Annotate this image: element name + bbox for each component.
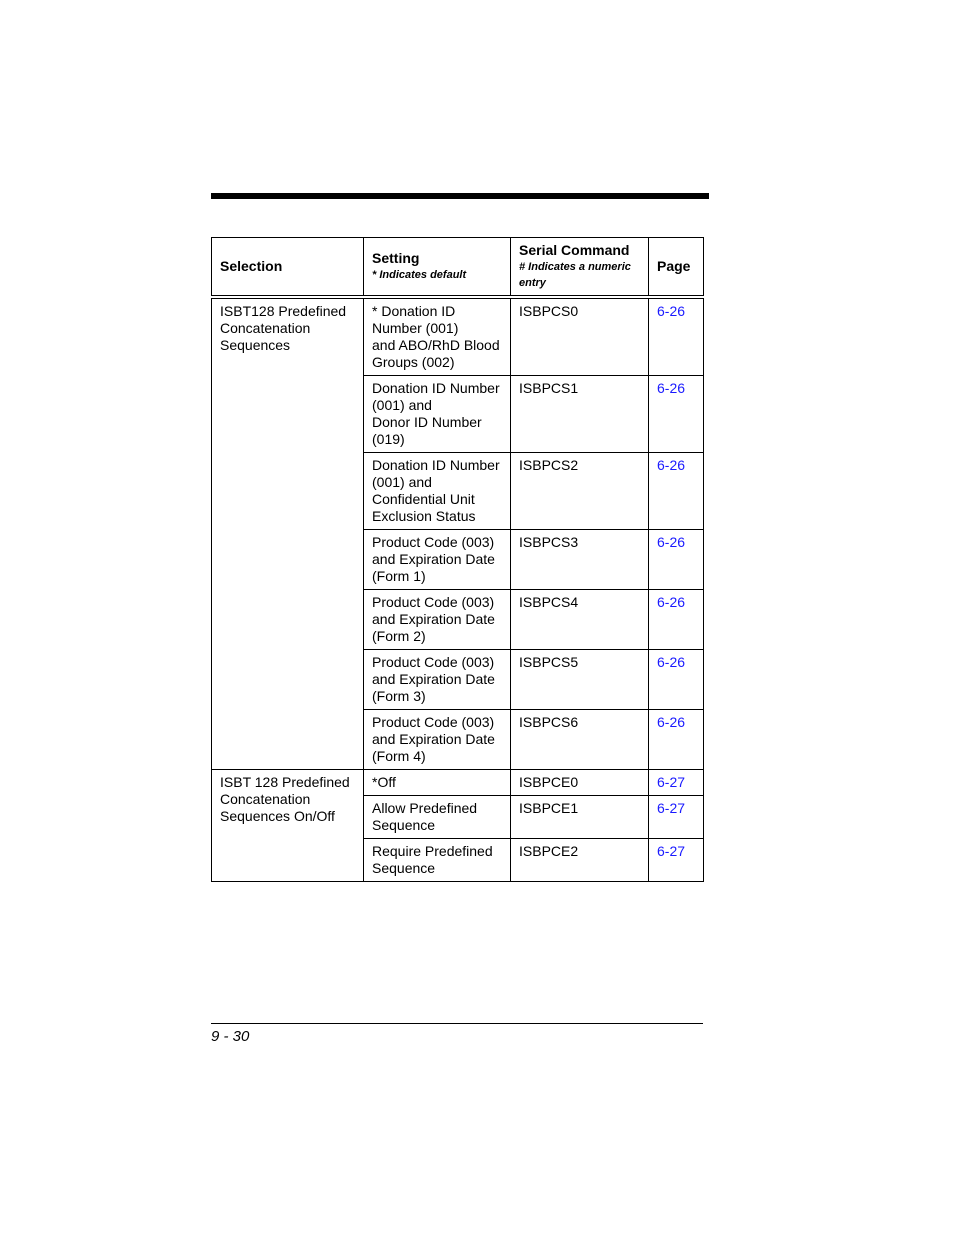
footer-rule xyxy=(211,1023,703,1024)
setting-cell: Product Code (003) and Expiration Date (Form 2) xyxy=(364,590,511,650)
page-link[interactable]: 6-27 xyxy=(657,800,686,816)
selection-cell: ISBT 128 Predefined Concatenation Sequences On/Off xyxy=(212,770,364,882)
table-row xyxy=(212,297,704,376)
header-page xyxy=(649,238,704,298)
page-link[interactable]: 6-26 xyxy=(657,594,686,610)
page-link[interactable]: 6-26 xyxy=(657,714,686,730)
header-serial-command-label: Serial Command xyxy=(519,242,630,258)
page-link[interactable]: 6-26 xyxy=(657,654,686,670)
page-link[interactable]: 6-26 xyxy=(657,457,686,473)
setting-cell: Product Code (003) and Expiration Date (Form 1) xyxy=(364,530,511,590)
page-link[interactable]: 6-27 xyxy=(657,774,686,790)
page-number: 9 - 30 xyxy=(211,1028,250,1045)
setting-cell: Allow Predefined Sequence xyxy=(364,796,511,839)
header-serial-command-note: # Indicates a numeric entry xyxy=(519,261,631,289)
command-cell: ISBPCS1 xyxy=(511,376,649,453)
header-rule xyxy=(211,193,709,199)
header-setting-note: * Indicates default xyxy=(372,269,467,281)
page-link[interactable]: 6-26 xyxy=(657,303,686,319)
command-cell: ISBPCE1 xyxy=(511,796,649,839)
command-cell: ISBPCE0 xyxy=(511,770,649,796)
serial-command-table xyxy=(211,237,704,882)
selection-cell: ISBT128 Predefined Concatenation Sequences xyxy=(212,297,364,770)
setting-cell: Donation ID Number (001) and Confidential Unit Exclusion Status xyxy=(364,453,511,530)
page-link[interactable]: 6-26 xyxy=(657,380,686,396)
page-link[interactable]: 6-26 xyxy=(657,534,686,550)
header-selection xyxy=(212,238,364,298)
page-link[interactable]: 6-27 xyxy=(657,843,686,859)
header-serial-command xyxy=(511,238,649,298)
command-cell: ISBPCE2 xyxy=(511,839,649,882)
header-page-label: Page xyxy=(657,258,691,274)
command-cell: ISBPCS5 xyxy=(511,650,649,710)
table-header-row xyxy=(212,238,704,298)
header-selection-label: Selection xyxy=(220,258,283,274)
setting-cell: Product Code (003) and Expiration Date (Form 3) xyxy=(364,650,511,710)
command-cell: ISBPCS2 xyxy=(511,453,649,530)
setting-cell: * Donation ID Number (001) and ABO/RhD Blood Groups (002) xyxy=(364,297,511,376)
command-cell: ISBPCS4 xyxy=(511,590,649,650)
header-setting xyxy=(364,238,511,298)
command-cell: ISBPCS3 xyxy=(511,530,649,590)
setting-cell: Product Code (003) and Expiration Date (Form 4) xyxy=(364,710,511,770)
table-row xyxy=(212,770,704,796)
command-cell: ISBPCS6 xyxy=(511,710,649,770)
command-cell: ISBPCS0 xyxy=(511,297,649,376)
setting-cell: *Off xyxy=(364,770,511,796)
setting-cell: Donation ID Number (001) and Donor ID Number (019) xyxy=(364,376,511,453)
header-setting-label: Setting xyxy=(372,250,420,266)
setting-cell: Require Predefined Sequence xyxy=(364,839,511,882)
